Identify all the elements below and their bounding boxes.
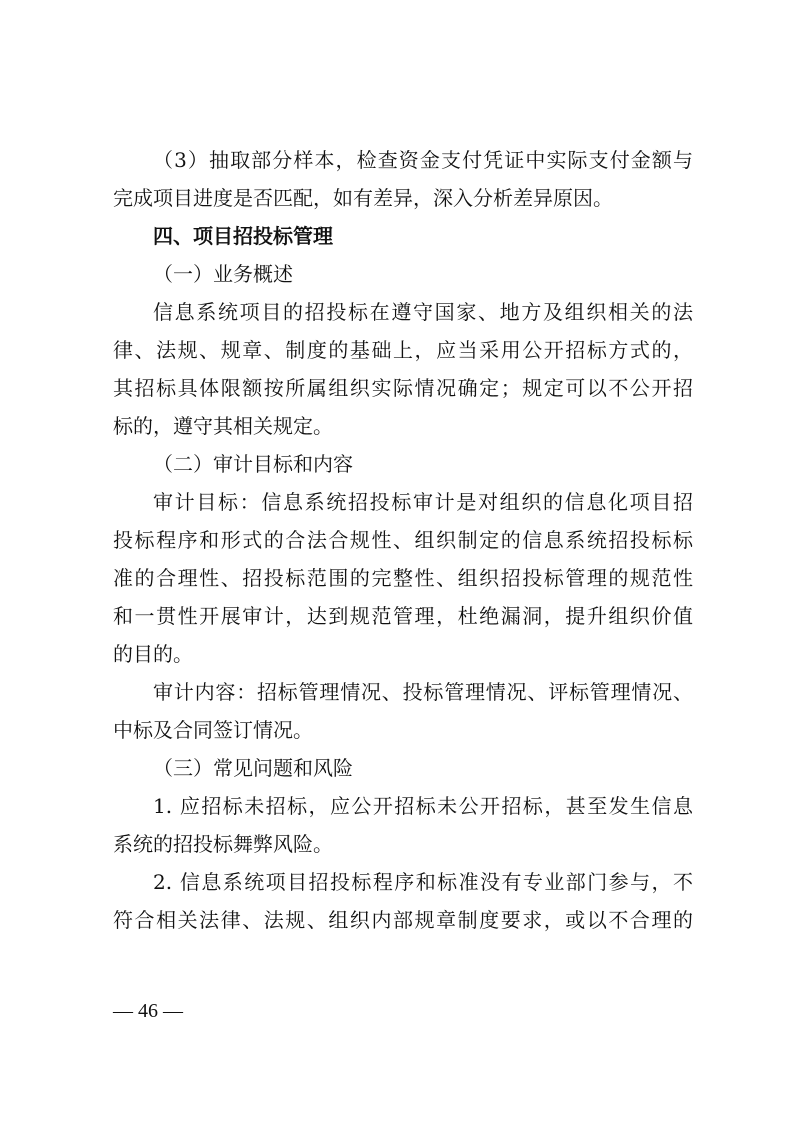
paragraph-line: 符合相关法律、法规、组织内部规章制度要求，或以不合理的	[113, 908, 693, 932]
paragraph-line: 准的合理性、招投标范围的完整性、组织招投标管理的规范性	[113, 566, 693, 590]
paragraph-line: 完成项目进度是否匹配，如有差异，深入分析差异原因。	[113, 186, 613, 210]
paragraph-line: 的目的。	[113, 642, 193, 666]
section-heading: 四、项目招投标管理	[153, 224, 333, 248]
subsection-heading: （一）业务概述	[153, 262, 293, 286]
paragraph-line: 2. 信息系统项目招投标程序和标准没有专业部门参与，不	[153, 870, 693, 894]
paragraph-line: 律、法规、规章、制度的基础上，应当采用公开招标方式的，	[113, 338, 693, 362]
paragraph-line: 系统的招投标舞弊风险。	[113, 832, 333, 856]
subsection-heading: （三）常见问题和风险	[153, 756, 353, 780]
paragraph-line: 其招标具体限额按所属组织实际情况确定；规定可以不公开招	[113, 376, 693, 400]
paragraph-line: 审计内容：招标管理情况、投标管理情况、评标管理情况、	[153, 680, 693, 704]
paragraph-line: 1. 应招标未招标，应公开招标未公开招标，甚至发生信息	[153, 794, 693, 818]
paragraph-line: （3）抽取部分样本，检查资金支付凭证中实际支付金额与	[153, 148, 693, 172]
paragraph-line: 中标及合同签订情况。	[113, 718, 313, 742]
paragraph-line: 投标程序和形式的合法合规性、组织制定的信息系统招投标标	[113, 528, 693, 552]
subsection-heading: （二）审计目标和内容	[153, 452, 353, 476]
paragraph-line: 标的，遵守其相关规定。	[113, 414, 333, 438]
paragraph-line: 信息系统项目的招投标在遵守国家、地方及组织相关的法	[153, 300, 693, 324]
paragraph-line: 和一贯性开展审计，达到规范管理，杜绝漏洞，提升组织价值	[113, 604, 693, 628]
paragraph-line: 审计目标：信息系统招投标审计是对组织的信息化项目招	[153, 490, 693, 514]
page-number: — 46 —	[113, 1000, 183, 1022]
